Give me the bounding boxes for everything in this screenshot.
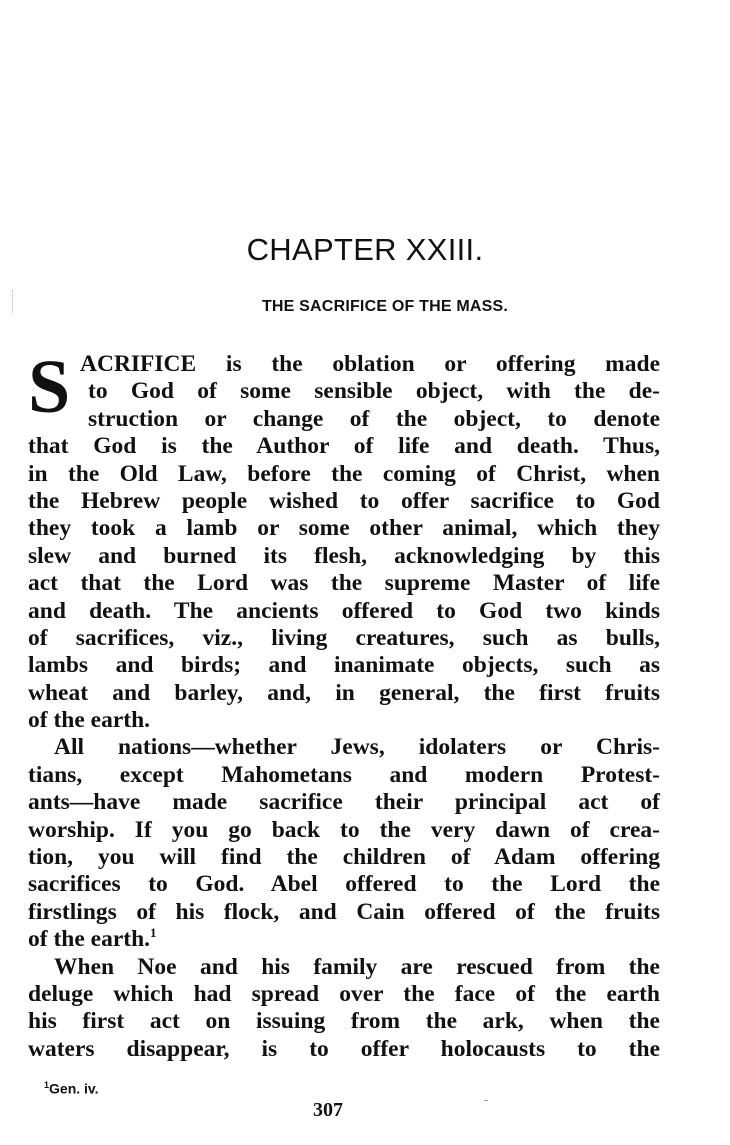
text-line: ACRIFICE is the oblation or offering made: [80, 351, 660, 377]
page-number: 307: [313, 1099, 343, 1121]
text-line: All nations—whether Jews, idolaters or Chris-: [54, 734, 660, 761]
text-line: worship. If you go back to the very dawn of crea-: [28, 816, 660, 843]
text-line: lambs and birds; and inanimate objects, such as: [28, 652, 660, 679]
text-line: they took a lamb or some other animal, which they: [28, 515, 660, 542]
text-line: waters disappear, is to offer holocausts to the: [28, 1035, 660, 1062]
text-line: that God is the Author of life and death. Thus,: [28, 433, 660, 460]
text-line: tians, except Mahometans and modern Protest-: [28, 761, 660, 788]
chapter-subtitle: THE SACRIFICE OF THE MASS.: [261, 298, 509, 315]
text-line-with-ref: [28, 926, 660, 953]
footnote: [44, 1080, 99, 1097]
footnote-text: Gen. iv.: [49, 1080, 99, 1097]
text-line: of the earth.: [28, 707, 151, 734]
footnote-ref: 1: [150, 925, 157, 941]
text-line: of the earth.: [28, 926, 151, 953]
text-line: and death. The ancients offered to God two kinds: [28, 597, 660, 624]
text-line: in the Old Law, before the coming of Christ, when: [28, 460, 660, 487]
text-line: his first act on issuing from the ark, when the: [28, 1008, 660, 1035]
text-line: firstlings of his flock, and Cain offered of the fruits: [28, 898, 660, 925]
scan-speck: [484, 1100, 488, 1101]
text-line: When Noe and his family are rescued from the: [54, 953, 660, 980]
text-line: to God of some sensible object, with the de-: [88, 378, 660, 405]
text-line: sacrifices to God. Abel offered to the Lord the: [28, 871, 660, 898]
text-line: of sacrifices, viz., living creatures, such as bulls,: [28, 624, 660, 651]
text-line: the Hebrew people wished to offer sacrifice to God: [28, 487, 660, 514]
text-line: act that the Lord was the supreme Master of life: [28, 570, 660, 597]
text-line: slew and burned its flesh, acknowledging by this: [28, 542, 660, 569]
text-line: ants—have made sacrifice their principal act of: [28, 789, 660, 816]
text-line: wheat and barley, and, in general, the first fruits: [28, 679, 660, 706]
text-line: deluge which had spread over the face of the earth: [28, 980, 660, 1007]
footnote-marker: 1: [44, 1080, 50, 1090]
chapter-title: CHAPTER XXIII.: [246, 232, 484, 267]
drop-cap-letter: S: [28, 345, 71, 429]
body-text: [28, 345, 660, 1063]
text-line: struction or change of the object, to denote: [88, 405, 660, 432]
text-line: tion, you will find the children of Adam offering: [28, 844, 660, 871]
